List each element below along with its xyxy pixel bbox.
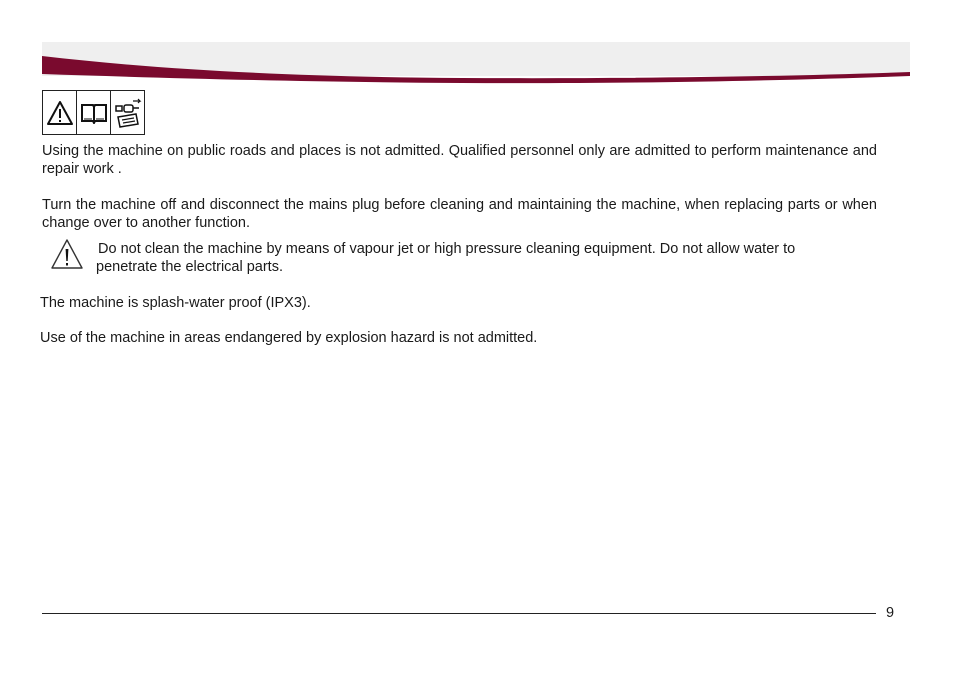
page-number: 9	[886, 605, 895, 621]
maintenance-tools-icon	[111, 91, 144, 134]
warning-icon	[50, 238, 84, 270]
manual-book-icon	[77, 91, 111, 134]
paragraph-splash-water-proof: The machine is splash-water proof (IPX3).	[40, 295, 311, 311]
paragraph-no-pressure-cleaning: Do not clean the machine by means of vapour jet or high pressure cleaning equipment. Do not allow water to penetrate the electrical parts.	[96, 241, 796, 275]
paragraph-public-roads: Using the machine on public roads and places is not admitted. Qualified personnel only are admitted to perform maintenance and repair work .	[42, 143, 877, 177]
paragraph-disconnect-mains: Turn the machine off and disconnect the mains plug before cleaning and maintaining the machine, when replacing parts or when change over to another function.	[42, 197, 877, 231]
paragraph-explosion-hazard: Use of the machine in areas endangered by explosion hazard is not admitted.	[40, 330, 538, 346]
header-band	[42, 42, 910, 88]
warning-triangle-icon	[43, 91, 77, 134]
footer-rule	[42, 613, 876, 614]
safety-icon-strip	[42, 90, 145, 135]
